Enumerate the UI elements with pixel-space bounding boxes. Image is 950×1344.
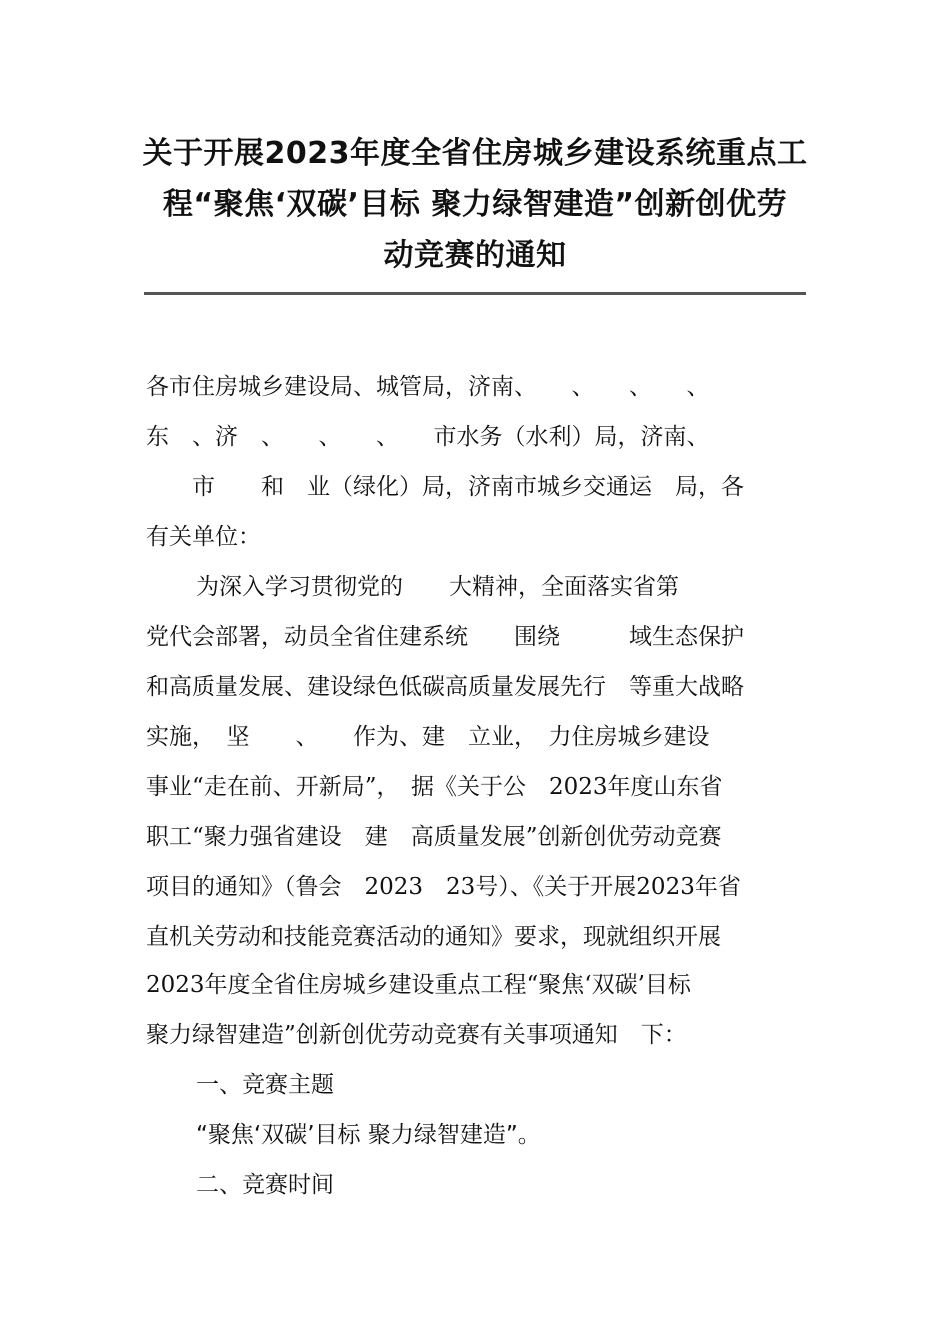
section-2-heading: 二、竞赛时间 <box>196 1172 334 1198</box>
body-line-6: 党代会部署，动员全省住建系统 围绕 域生态保护 <box>146 624 744 650</box>
body-line-5: 为深入学习贯彻党的 大精神，全面落实省第 <box>196 574 679 600</box>
body-line-10: 职工“聚力强省建设 建 高质量发展”创新创优劳动竞赛 <box>146 824 722 850</box>
body-line-13: 2023年度全省住房城乡建设重点工程“聚焦‘双碳’目标 <box>146 972 691 998</box>
title-line-3: 动竞赛的通知 <box>383 238 567 273</box>
body-line-14: 聚力绿智建造”创新创优劳动竞赛有关事项通知 下： <box>146 1022 687 1048</box>
body-line-1: 各市住房城乡建设局、城管局，济南、 、 、 、 <box>146 374 710 400</box>
body-line-2: 东 、济 、 、 、 市水务（水利）局，济南、 <box>146 424 710 450</box>
section-1-text: “聚焦‘双碳’目标 聚力绿智建造”。 <box>196 1122 541 1148</box>
body-line-12: 直机关劳动和技能竞赛活动的通知》要求，现就组织开展 <box>146 924 721 950</box>
body-line-3: 市 和 业（绿化）局，济南市城乡交通运 局，各 <box>146 474 744 500</box>
title-line-1: 关于开展2023年度全省住房城乡建设系统重点工 <box>142 136 808 171</box>
body-line-11: 项目的通知》（鲁会 2023 23号）、《关于开展2023年省 <box>146 874 741 900</box>
section-1-heading: 一、竞赛主题 <box>196 1072 334 1098</box>
body-line-8: 实施， 坚 、 作为、建 立业， 力住房城乡建设 <box>146 724 710 750</box>
body-line-7: 和高质量发展、建设绿色低碳高质量发展先行 等重大战略 <box>146 674 744 700</box>
body-line-9: 事业“走在前、开新局”， 据《关于公 2023年度山东省 <box>146 774 723 800</box>
document-title <box>130 128 820 281</box>
title-divider <box>144 292 806 295</box>
body-line-4: 有关单位： <box>146 524 261 550</box>
title-line-2: 程“聚焦‘双碳’目标 聚力绿智建造”创新创优劳 <box>162 187 788 222</box>
